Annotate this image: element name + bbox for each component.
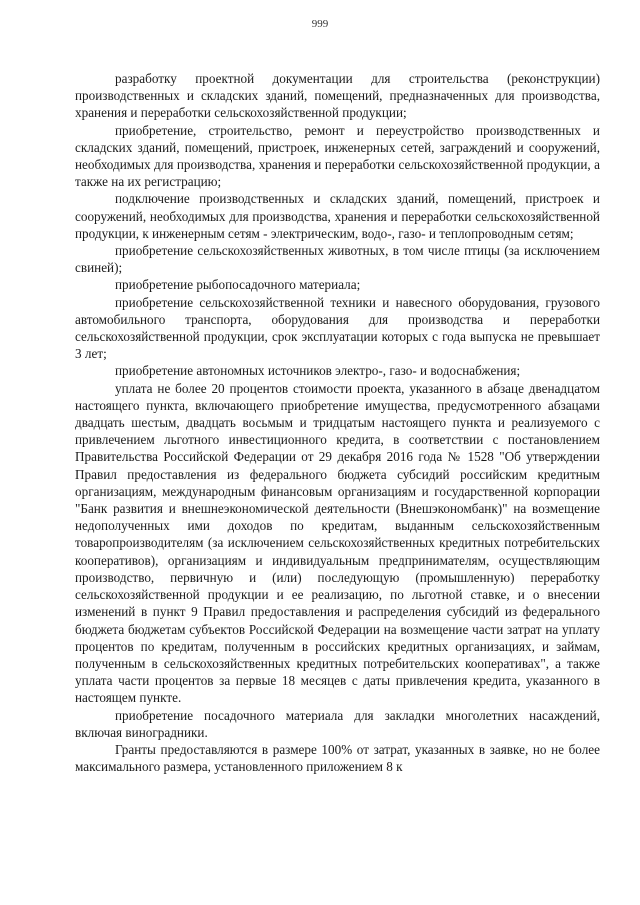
- document-body: [75, 70, 600, 775]
- paragraph: приобретение автономных источников электро-, газо- и водоснабжения;: [115, 363, 521, 379]
- paragraph: приобретение сельскохозяйственных животных, в том числе птицы (за исключением свиней);: [75, 243, 600, 276]
- paragraph: приобретение посадочного материала для закладки многолетних насаждений, включая виноградники.: [75, 707, 600, 740]
- paragraph: подключение производственных и складских зданий, помещений, пристроек и сооружений, необходимых для производства, хранения и переработки сельскохозяйственной продукции, к инженерным сетям - электрическим, водо-, газо- и теплопроводным сетям;: [75, 191, 600, 241]
- paragraph: Гранты предоставляются в размере 100% от затрат, указанных в заявке, но не более максимального размера, установленного приложением 8 к: [75, 741, 600, 775]
- paragraph: приобретение, строительство, ремонт и переустройство производственных и складских зданий, помещений, пристроек, инженерных сетей, заграждений и сооружений, необходимых для производства, хранения и переработки сельскохозяйственной продукции, а также на их регистрацию;: [75, 122, 600, 190]
- paragraph: приобретение сельскохозяйственной техники и навесного оборудования, грузового автомобильного транспорта, оборудования для производства и переработки сельскохозяйственной продукции, срок эксплуатации которых с года выпуска не превышает 3 лет;: [75, 294, 600, 362]
- page-number: 999: [311, 18, 329, 30]
- paragraph: приобретение рыбопосадочного материала;: [115, 277, 361, 293]
- paragraph: уплата не более 20 процентов стоимости проекта, указанного в абзаце двенадцатом настоящего пункта, включающего приобретение имущества, предусмотренного абзацами двадцать шестым, двадцать восьмым и тридцатым настоящего пункта и реализуемого с привлечением льготного инвестиционного кредита, в соответствии с постановлением Правительства Российской Федерации от 29 декабря 2016 года № 1528 "Об утверждении Правил предоставления из федерального бюджета субсидий российским кредитным организациям, международным финансовым организациям и государственной корпорации "Банк развития и внешнеэкономической деятельности (Внешэкономбанк)" на возмещение недополученных ими доходов по кредитам, выданным сельскохозяйственным товаропроизводителям (за исключением сельскохозяйственных кредитных потребительских кооперативов), организациям и индивидуальным предпринимателям, осуществляющим производство, первичную и (или) последующую (промышленную) переработку сельскохозяйственной продукции и ее реализацию, по льготной ставке, и о внесении изменений в пункт 9 Правил предоставления и распределения субсидий из федерального бюджета бюджетам субъектов Российской Федерации на возмещение части затрат на уплату процентов по кредитам, полученным в российских кредитных организациях, и займам, полученным в сельскохозяйственных кредитных потребительских кооперативах", а также уплата части процентов за первые 18 месяцев с даты привлечения кредита, указанного в настоящем пункте.: [75, 380, 600, 706]
- paragraph: разработку проектной документации для строительства (реконструкции) производственных и складских зданий, помещений, предназначенных для производства, хранения и переработки сельскохозяйственной продукции;: [75, 71, 600, 121]
